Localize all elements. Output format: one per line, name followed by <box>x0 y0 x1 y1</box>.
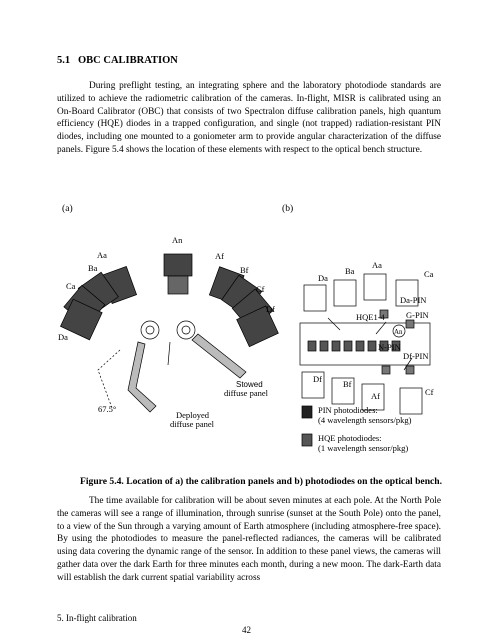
page-number: 42 <box>242 625 251 635</box>
label-n-pin: N-PIN <box>378 342 401 352</box>
label-b-df: Df <box>313 374 322 384</box>
panel-b-label: (b) <box>282 203 294 214</box>
label-df-pin: Df-PIN <box>403 351 429 361</box>
deployed-diffuse-panel <box>128 342 156 412</box>
label-a-af: Af <box>215 251 224 261</box>
camera-an-lens <box>168 276 188 294</box>
legend-pin-line1: PIN photodiodes: <box>318 405 378 415</box>
section-title: OBC CALIBRATION <box>78 55 178 66</box>
footer-section: 5. In-flight calibration <box>57 613 137 623</box>
label-a-an: An <box>172 235 183 245</box>
label-a-bf: Bf <box>240 265 249 275</box>
panel-a-label: (a) <box>62 203 73 214</box>
b-box-da <box>304 285 326 311</box>
label-a-aa: Aa <box>97 250 107 260</box>
paragraph-intro: During preflight testing, an integrating sphere and the laboratory photodiode standards are utilized to achieve the radiometric calibration of the cameras. In-flight, MISR is calibrated using an On-Board Calibrator (OBC) that consists of two Spectralon diffuse calibration panels, high quantum efficiency (HQE) diodes in a trapped configuration, and single (not trapped) radiation-resistant PIN diodes, including one mounted to a goniometer arm to provide angular characterization of the diffuse panels. Figure 5.4 shows the location of these elements with respect to the optical bench structure. <box>57 81 441 155</box>
label-b-ca: Ca <box>424 269 434 279</box>
stowed-diffuse-panel <box>192 334 246 378</box>
camera-an-body <box>164 254 192 276</box>
label-hqe: HQE1-4 <box>356 312 385 322</box>
label-a-ca: Ca <box>66 281 76 291</box>
label-angle: 67.5° <box>98 404 117 414</box>
legend-hqe-line1: HQE photodiodes: <box>318 433 382 443</box>
label-b-da: Da <box>318 273 328 283</box>
figure-caption: Figure 5.4. Location of a) the calibration panels and b) photodiodes on the optical bench. <box>80 476 443 487</box>
label-b-an: An <box>394 328 403 336</box>
b-box-cf <box>400 388 422 414</box>
label-da-pin: Da-PIN <box>400 295 427 305</box>
label-deployed: Deployed <box>176 410 210 420</box>
label-deployed-panel: diffuse panel <box>170 419 214 429</box>
label-g-pin: G-PIN <box>406 310 429 320</box>
b-box-aa <box>364 274 386 300</box>
label-b-aa: Aa <box>372 260 382 270</box>
angle-arc <box>98 350 120 408</box>
section-number: 5.1 <box>57 55 71 66</box>
legend-pin-line2: (4 wavelength sensors/pkg) <box>318 415 412 425</box>
label-b-cf: Cf <box>425 387 434 397</box>
legend-hqe-icon <box>302 434 312 446</box>
legend-pin-icon <box>302 406 312 418</box>
paragraph-calibration-time: The time available for calibration will be about seven minutes at each pole. At the North Pole the cameras will see a range of illumination, through sunrise (sunset at the South Pole) onto the panel, to a view of the Sun through a varying amount of Earth atmosphere (including atmosphere-free space). By using the photodiodes to measure the panel-reflected radiances, the cameras will be calibrated using data covering the dynamic range of the sensor. In addition to these panel views, the cameras will gather data over the dark Earth for three minutes each month, during a new moon. The dark-Earth data will establish the dark current spatial variability across <box>57 496 441 583</box>
label-a-df: Df <box>266 304 275 314</box>
label-b-ba: Ba <box>345 266 355 276</box>
legend-hqe-line2: (1 wavelength sensor/pkg) <box>318 443 409 453</box>
label-a-ba: Ba <box>88 263 98 273</box>
label-a-cf: Cf <box>256 284 265 294</box>
label-a-da: Da <box>58 332 68 342</box>
label-b-af: Af <box>371 391 380 401</box>
label-stowed: Stowed <box>236 380 263 389</box>
label-b-bf: Bf <box>343 379 352 389</box>
b-box-ba <box>334 280 356 306</box>
label-stowed-panel: diffuse panel <box>224 388 268 398</box>
